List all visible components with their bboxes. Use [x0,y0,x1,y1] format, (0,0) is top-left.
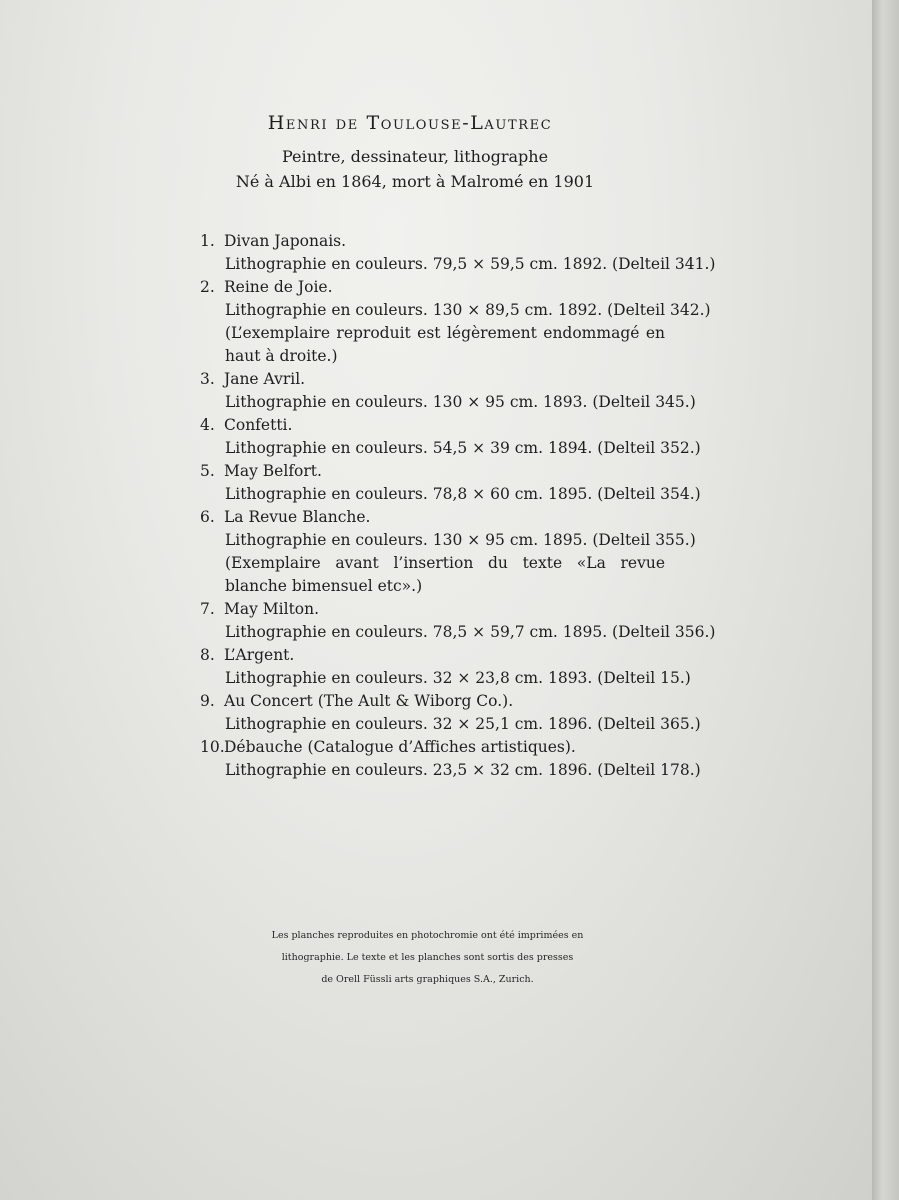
plate-number: 2. [200,278,215,296]
plate-entry [200,598,716,644]
plate-title: May Belfort. [224,462,322,480]
plate-number: 4. [200,416,215,434]
page-title: Henri de Toulouse-Lautrec [267,112,553,134]
plate-entry [200,690,701,736]
plate-note: (L’exemplaire reproduit est légèrement endommagé en haut à droite.) [225,324,665,365]
colophon-line: Les planches reproduites en photochromie ont été imprimées en [271,930,584,941]
plate-detail: Lithographie en couleurs. 32 × 23,8 cm. 1893. (Delteil 15.) [225,669,691,687]
plate-number: 1. [200,232,215,250]
plate-entry [200,368,696,414]
plate-detail: Lithographie en couleurs. 130 × 95 cm. 1893. (Delteil 345.) [225,393,696,411]
plate-entry [200,460,701,506]
plate-entry [200,276,711,368]
subtitle-profession: Peintre, dessinateur, lithographe [281,147,549,166]
plate-entry [200,506,696,598]
page-edge [872,0,899,1200]
printer-colophon [270,925,585,991]
plate-detail: Lithographie en couleurs. 54,5 × 39 cm. 1894. (Delteil 352.) [225,439,701,457]
plate-title: Au Concert (The Ault & Wiborg Co.). [224,692,514,710]
colophon-line: de Orell Füssli arts graphiques S.A., Zurich. [321,974,534,985]
plate-number: 6. [200,508,215,526]
plate-number: 9. [200,692,215,710]
plate-entry [200,736,701,782]
plate-detail: Lithographie en couleurs. 23,5 × 32 cm. 1896. (Delteil 178.) [225,761,701,779]
plate-list [200,230,716,782]
plate-number: 7. [200,600,215,618]
colophon-line: lithographie. Le texte et les planches sont sortis des presses [281,952,574,963]
plate-detail: Lithographie en couleurs. 79,5 × 59,5 cm. 1892. (Delteil 341.) [225,255,716,273]
subtitle-birth-death: Né à Albi en 1864, mort à Malromé en 1901 [235,172,595,191]
plate-title: La Revue Blanche. [224,508,371,526]
plate-number: 3. [200,370,215,388]
plate-detail: Lithographie en couleurs. 130 × 89,5 cm. 1892. (Delteil 342.) [225,301,711,319]
plate-title: Jane Avril. [224,370,306,388]
plate-title: Confetti. [224,416,293,434]
plate-number: 10. [200,738,225,756]
plate-detail: Lithographie en couleurs. 130 × 95 cm. 1895. (Delteil 355.) [225,531,696,549]
plate-detail: Lithographie en couleurs. 78,8 × 60 cm. 1895. (Delteil 354.) [225,485,701,503]
plate-entry [200,414,701,460]
plate-entry [200,644,691,690]
plate-title: Divan Japonais. [224,232,347,250]
plate-detail: Lithographie en couleurs. 32 × 25,1 cm. 1896. (Delteil 365.) [225,715,701,733]
plate-number: 8. [200,646,215,664]
plate-note: (Exemplaire avant l’insertion du texte «La revue blanche bimensuel etc».) [225,554,665,595]
plate-title: May Milton. [224,600,320,618]
plate-title: Reine de Joie. [224,278,333,296]
plate-number: 5. [200,462,215,480]
plate-title: Débauche (Catalogue d’Affiches artistiques). [224,738,576,756]
plate-title: L’Argent. [224,646,295,664]
plate-entry [200,230,716,276]
plate-detail: Lithographie en couleurs. 78,5 × 59,7 cm. 1895. (Delteil 356.) [225,623,716,641]
